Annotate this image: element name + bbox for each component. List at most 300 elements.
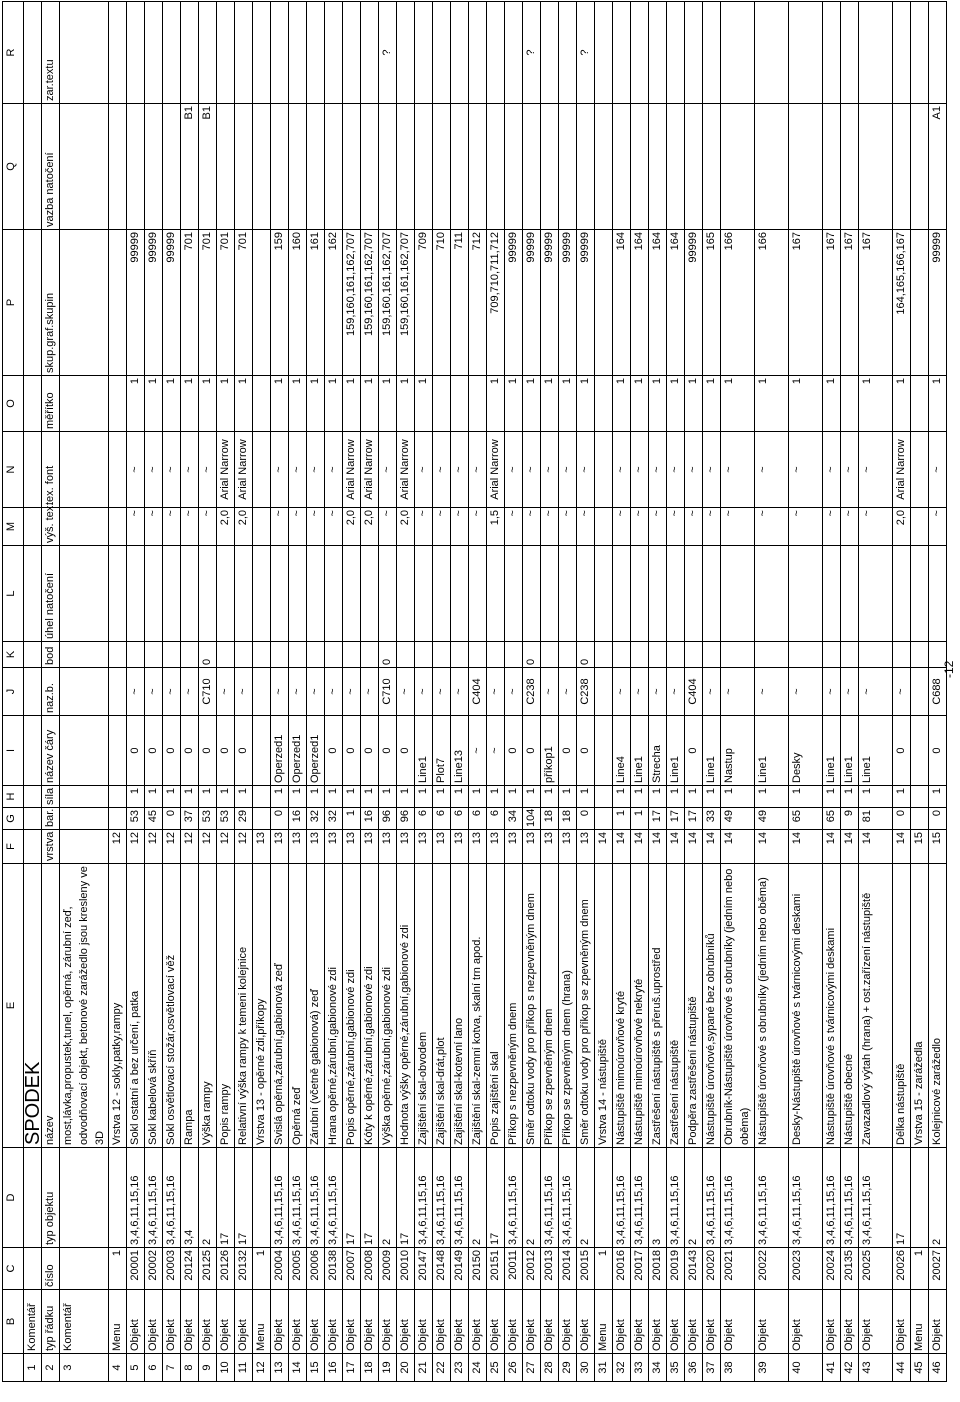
cell-k[interactable] bbox=[433, 642, 451, 668]
cell-c[interactable]: 20148 bbox=[433, 1248, 451, 1290]
cell-m[interactable]: ~ bbox=[577, 508, 595, 546]
cell-b[interactable]: Objekt bbox=[685, 1290, 703, 1354]
cell-d[interactable]: 3,4,6,11,15,16 bbox=[703, 1148, 721, 1248]
cell-d[interactable]: 2 bbox=[929, 1148, 947, 1248]
cell-c[interactable]: 20149 bbox=[451, 1248, 469, 1290]
cell-i[interactable]: 0 bbox=[559, 716, 577, 786]
cell-g[interactable]: 0 bbox=[929, 808, 947, 830]
cell-c[interactable]: 20015 bbox=[577, 1248, 595, 1290]
cell-b[interactable]: Objekt bbox=[755, 1290, 789, 1354]
cell-i[interactable] bbox=[911, 716, 929, 786]
cell-e[interactable]: Kolejnicové zarážedlo bbox=[929, 864, 947, 1148]
cell-f[interactable] bbox=[60, 830, 109, 864]
cell-e[interactable]: Popis zajištění skal bbox=[487, 864, 505, 1148]
cell-o[interactable]: 1 bbox=[397, 376, 415, 432]
cell-d[interactable]: 3,4,6,11,15,16 bbox=[271, 1148, 289, 1248]
cell-f[interactable]: 14 bbox=[631, 830, 649, 864]
cell-h[interactable]: 1 bbox=[667, 786, 685, 808]
column-letter[interactable]: I bbox=[3, 716, 24, 786]
cell-o[interactable]: 1 bbox=[893, 376, 911, 432]
column-letter[interactable]: D bbox=[3, 1148, 24, 1248]
cell-b[interactable]: Objekt bbox=[343, 1290, 361, 1354]
cell-k[interactable] bbox=[469, 642, 487, 668]
cell-m[interactable]: ~ bbox=[721, 508, 755, 546]
cell-b[interactable]: Menu bbox=[109, 1290, 127, 1354]
cell-p[interactable]: 99999 bbox=[523, 230, 541, 376]
cell-h[interactable]: 1 bbox=[541, 786, 559, 808]
cell-e[interactable]: Svislá opěrná,zárubní,gabionová zeď bbox=[271, 864, 289, 1148]
cell-o[interactable]: 1 bbox=[127, 376, 145, 432]
cell-c[interactable]: 20002 bbox=[145, 1248, 163, 1290]
cell-m[interactable] bbox=[60, 508, 109, 546]
cell-c[interactable]: 20009 bbox=[379, 1248, 397, 1290]
cell-nn[interactable]: ~ bbox=[289, 432, 307, 508]
cell-j[interactable] bbox=[253, 668, 271, 716]
cell-g[interactable] bbox=[911, 808, 929, 830]
cell-g[interactable]: 49 bbox=[755, 808, 789, 830]
cell-i[interactable]: ~ bbox=[469, 716, 487, 786]
cell-c[interactable]: 1 bbox=[911, 1248, 929, 1290]
cell-j[interactable]: ~ bbox=[451, 668, 469, 716]
cell-m[interactable]: 2,0 bbox=[361, 508, 379, 546]
cell-l[interactable] bbox=[397, 546, 415, 642]
cell-q[interactable] bbox=[379, 104, 397, 230]
cell-o[interactable]: 1 bbox=[559, 376, 577, 432]
cell-i[interactable]: 0 bbox=[181, 716, 199, 786]
cell-p[interactable]: 162 bbox=[325, 230, 343, 376]
cell-l[interactable] bbox=[541, 546, 559, 642]
cell-f[interactable]: 12 bbox=[199, 830, 217, 864]
cell-e[interactable]: Sokl osvětlovací stožár,osvětlovací věž bbox=[163, 864, 181, 1148]
cell-h[interactable]: 1 bbox=[505, 786, 523, 808]
cell-e[interactable]: Zajištění skal-drát,plot bbox=[433, 864, 451, 1148]
cell-l[interactable] bbox=[631, 546, 649, 642]
cell-f[interactable]: 14 bbox=[859, 830, 893, 864]
cell-d[interactable]: 17 bbox=[235, 1148, 253, 1248]
cell-nn[interactable]: ~ bbox=[541, 432, 559, 508]
cell-r[interactable] bbox=[253, 2, 271, 104]
cell-q[interactable] bbox=[397, 104, 415, 230]
cell-h[interactable] bbox=[60, 786, 109, 808]
cell-r[interactable] bbox=[60, 2, 109, 104]
cell-j[interactable]: ~ bbox=[893, 668, 911, 716]
cell-k[interactable] bbox=[613, 642, 631, 668]
cell-f[interactable]: 13 bbox=[325, 830, 343, 864]
cell-j[interactable]: ~ bbox=[755, 668, 789, 716]
cell-m[interactable]: ~ bbox=[667, 508, 685, 546]
cell-h[interactable]: 1 bbox=[789, 786, 823, 808]
cell-q[interactable]: A1 bbox=[929, 104, 947, 230]
cell-k[interactable] bbox=[721, 642, 755, 668]
cell-g[interactable]: 16 bbox=[289, 808, 307, 830]
cell-l[interactable] bbox=[361, 546, 379, 642]
cell-q[interactable] bbox=[595, 104, 613, 230]
cell-g[interactable]: 17 bbox=[685, 808, 703, 830]
cell-b[interactable]: Objekt bbox=[127, 1290, 145, 1354]
cell-f[interactable]: 12 bbox=[163, 830, 181, 864]
cell-i[interactable]: Line1 bbox=[631, 716, 649, 786]
cell-k[interactable] bbox=[289, 642, 307, 668]
cell-g[interactable]: 1 bbox=[631, 808, 649, 830]
cell-p[interactable]: 160 bbox=[289, 230, 307, 376]
cell-nn[interactable]: ~ bbox=[703, 432, 721, 508]
cell-q[interactable] bbox=[163, 104, 181, 230]
cell-m[interactable]: ~ bbox=[163, 508, 181, 546]
cell-l[interactable] bbox=[789, 546, 823, 642]
cell-f[interactable]: 13 bbox=[397, 830, 415, 864]
cell-p[interactable] bbox=[595, 230, 613, 376]
cell-g[interactable]: 53 bbox=[127, 808, 145, 830]
cell-e[interactable]: Příkop s nezpevněným dnem bbox=[505, 864, 523, 1148]
cell-f[interactable]: 13 bbox=[433, 830, 451, 864]
cell-h[interactable]: 1 bbox=[487, 786, 505, 808]
cell-q[interactable] bbox=[433, 104, 451, 230]
cell-e[interactable]: Nástupiště obecné bbox=[841, 864, 859, 1148]
cell-i[interactable]: Line13 bbox=[451, 716, 469, 786]
cell-i[interactable] bbox=[253, 716, 271, 786]
cell-i[interactable]: 0 bbox=[343, 716, 361, 786]
cell-c[interactable]: 20012 bbox=[523, 1248, 541, 1290]
cell-c[interactable]: 20026 bbox=[893, 1248, 911, 1290]
cell-e[interactable]: Sokl kabelová skříň bbox=[145, 864, 163, 1148]
cell-h[interactable] bbox=[911, 786, 929, 808]
cell-d[interactable]: 3,4,6,11,15,16 bbox=[163, 1148, 181, 1248]
cell-k[interactable] bbox=[595, 642, 613, 668]
cell-nn[interactable] bbox=[253, 432, 271, 508]
cell-m[interactable]: ~ bbox=[823, 508, 841, 546]
cell-b[interactable]: Objekt bbox=[181, 1290, 199, 1354]
cell-l[interactable] bbox=[721, 546, 755, 642]
cell-l[interactable] bbox=[469, 546, 487, 642]
cell-e[interactable]: Nástupiště úrovňové s tvárnicovými deskami bbox=[823, 864, 841, 1148]
cell-o[interactable]: 1 bbox=[361, 376, 379, 432]
cell-e[interactable]: Sokl ostatní a bez určení, patka bbox=[127, 864, 145, 1148]
cell-k[interactable] bbox=[451, 642, 469, 668]
cell-k[interactable] bbox=[649, 642, 667, 668]
cell-b[interactable]: Objekt bbox=[523, 1290, 541, 1354]
cell-j[interactable]: C710 bbox=[199, 668, 217, 716]
cell-f[interactable]: 13 bbox=[361, 830, 379, 864]
cell-p[interactable]: 164,165,166,167 bbox=[893, 230, 911, 376]
cell-nn[interactable]: Arial Narrow bbox=[361, 432, 379, 508]
cell-m[interactable]: ~ bbox=[325, 508, 343, 546]
cell-j[interactable] bbox=[595, 668, 613, 716]
cell-d[interactable]: 3,4,6,11,15,16 bbox=[505, 1148, 523, 1248]
cell-f[interactable]: 13 bbox=[271, 830, 289, 864]
cell-g[interactable]: 49 bbox=[721, 808, 755, 830]
cell-i[interactable]: 0 bbox=[929, 716, 947, 786]
cell-p[interactable]: 99999 bbox=[505, 230, 523, 376]
cell-g[interactable]: 96 bbox=[397, 808, 415, 830]
cell-j[interactable]: ~ bbox=[789, 668, 823, 716]
cell-j[interactable]: ~ bbox=[505, 668, 523, 716]
cell-h[interactable]: 1 bbox=[755, 786, 789, 808]
cell-g[interactable]: 32 bbox=[307, 808, 325, 830]
cell-f[interactable]: 12 bbox=[235, 830, 253, 864]
cell-k[interactable] bbox=[361, 642, 379, 668]
cell-q[interactable] bbox=[487, 104, 505, 230]
cell-q[interactable] bbox=[559, 104, 577, 230]
cell-nn[interactable]: ~ bbox=[469, 432, 487, 508]
cell-p[interactable] bbox=[109, 230, 127, 376]
cell-r[interactable] bbox=[541, 2, 559, 104]
cell-f[interactable]: 13 bbox=[253, 830, 271, 864]
cell-nn[interactable]: ~ bbox=[523, 432, 541, 508]
cell-m[interactable]: ~ bbox=[613, 508, 631, 546]
cell-o[interactable]: 1 bbox=[505, 376, 523, 432]
cell-h[interactable]: 1 bbox=[127, 786, 145, 808]
cell-h[interactable]: 1 bbox=[181, 786, 199, 808]
cell-o[interactable]: 1 bbox=[289, 376, 307, 432]
cell-e[interactable]: Nástupiště úrovňové s obrubníky (jedním nebo oběma) bbox=[755, 864, 789, 1148]
cell-f[interactable]: 13 bbox=[559, 830, 577, 864]
cell-o[interactable]: 1 bbox=[523, 376, 541, 432]
cell-m[interactable]: 2,0 bbox=[893, 508, 911, 546]
cell-d[interactable] bbox=[911, 1148, 929, 1248]
cell-f[interactable]: 12 bbox=[217, 830, 235, 864]
cell-e[interactable]: Rampa bbox=[181, 864, 199, 1148]
cell-l[interactable] bbox=[415, 546, 433, 642]
cell-j[interactable]: C404 bbox=[469, 668, 487, 716]
cell-m[interactable]: 2,0 bbox=[217, 508, 235, 546]
cell-r[interactable] bbox=[631, 2, 649, 104]
cell-f[interactable]: 12 bbox=[181, 830, 199, 864]
cell-p[interactable]: 167 bbox=[823, 230, 841, 376]
cell-f[interactable]: 13 bbox=[379, 830, 397, 864]
cell-d[interactable]: 3,4,6,11,15,16 bbox=[859, 1148, 893, 1248]
cell-o[interactable]: 1 bbox=[343, 376, 361, 432]
cell-i[interactable]: Line1 bbox=[859, 716, 893, 786]
cell-p[interactable]: 701 bbox=[199, 230, 217, 376]
cell-e[interactable]: Popis rampy bbox=[217, 864, 235, 1148]
cell-b[interactable]: Objekt bbox=[397, 1290, 415, 1354]
cell-e[interactable]: Vrstva 12 - sokly,patky,rampy bbox=[109, 864, 127, 1148]
cell-i[interactable]: Line1 bbox=[755, 716, 789, 786]
cell-l[interactable] bbox=[217, 546, 235, 642]
cell-b[interactable]: Objekt bbox=[823, 1290, 841, 1354]
cell-i[interactable]: 0 bbox=[127, 716, 145, 786]
cell-q[interactable] bbox=[289, 104, 307, 230]
cell-c[interactable]: 20147 bbox=[415, 1248, 433, 1290]
cell-m[interactable]: ~ bbox=[541, 508, 559, 546]
cell-nn[interactable]: ~ bbox=[755, 432, 789, 508]
cell-h[interactable]: 1 bbox=[271, 786, 289, 808]
cell-nn[interactable]: ~ bbox=[631, 432, 649, 508]
cell-h[interactable]: 1 bbox=[649, 786, 667, 808]
cell-m[interactable]: ~ bbox=[505, 508, 523, 546]
cell-r[interactable] bbox=[595, 2, 613, 104]
cell-j[interactable]: ~ bbox=[859, 668, 893, 716]
cell-l[interactable] bbox=[613, 546, 631, 642]
cell-h[interactable]: 1 bbox=[577, 786, 595, 808]
cell-b[interactable]: Objekt bbox=[217, 1290, 235, 1354]
cell-d[interactable]: 17 bbox=[487, 1148, 505, 1248]
cell-l[interactable] bbox=[181, 546, 199, 642]
cell-q[interactable] bbox=[217, 104, 235, 230]
cell-i[interactable]: ~ bbox=[487, 716, 505, 786]
cell-e[interactable]: Výška rampy bbox=[199, 864, 217, 1148]
cell-nn[interactable]: ~ bbox=[649, 432, 667, 508]
cell-l[interactable] bbox=[523, 546, 541, 642]
cell-e[interactable]: Směr odtoku vody pro příkop se zpevněným dnem bbox=[577, 864, 595, 1148]
cell-i[interactable]: Line1 bbox=[415, 716, 433, 786]
cell-i[interactable] bbox=[595, 716, 613, 786]
cell-g[interactable]: 34 bbox=[505, 808, 523, 830]
cell-d[interactable]: 17 bbox=[893, 1148, 911, 1248]
cell-j[interactable]: ~ bbox=[235, 668, 253, 716]
cell-j[interactable]: ~ bbox=[487, 668, 505, 716]
cell-b[interactable]: Menu bbox=[911, 1290, 929, 1354]
cell-o[interactable]: 1 bbox=[145, 376, 163, 432]
cell-p[interactable]: 99999 bbox=[163, 230, 181, 376]
cell-d[interactable]: 3,4,6,11,15,16 bbox=[307, 1148, 325, 1248]
cell-j[interactable]: ~ bbox=[361, 668, 379, 716]
cell-h[interactable]: 1 bbox=[235, 786, 253, 808]
cell-g[interactable]: 18 bbox=[559, 808, 577, 830]
cell-c[interactable] bbox=[60, 1248, 109, 1290]
cell-f[interactable]: 12 bbox=[127, 830, 145, 864]
cell-nn[interactable]: ~ bbox=[163, 432, 181, 508]
cell-m[interactable]: ~ bbox=[271, 508, 289, 546]
cell-c[interactable]: 20018 bbox=[649, 1248, 667, 1290]
cell-k[interactable] bbox=[667, 642, 685, 668]
cell-h[interactable]: 1 bbox=[415, 786, 433, 808]
cell-d[interactable]: 2 bbox=[577, 1148, 595, 1248]
cell-f[interactable]: 13 bbox=[469, 830, 487, 864]
cell-c[interactable]: 20010 bbox=[397, 1248, 415, 1290]
cell-m[interactable]: ~ bbox=[451, 508, 469, 546]
cell-p[interactable]: 710 bbox=[433, 230, 451, 376]
cell-r[interactable] bbox=[859, 2, 893, 104]
cell-g[interactable]: 65 bbox=[823, 808, 841, 830]
cell-e[interactable]: Zastřešení nástupiště bbox=[667, 864, 685, 1148]
cell-i[interactable]: 0 bbox=[217, 716, 235, 786]
cell-o[interactable]: 1 bbox=[487, 376, 505, 432]
cell-i[interactable]: Strecha bbox=[649, 716, 667, 786]
cell-d[interactable]: 2 bbox=[199, 1148, 217, 1248]
cell-l[interactable] bbox=[145, 546, 163, 642]
cell-g[interactable]: 45 bbox=[145, 808, 163, 830]
cell-k[interactable] bbox=[505, 642, 523, 668]
cell-d[interactable]: 2 bbox=[685, 1148, 703, 1248]
cell-q[interactable] bbox=[685, 104, 703, 230]
cell-i[interactable]: 0 bbox=[523, 716, 541, 786]
column-letter[interactable]: B bbox=[3, 1290, 24, 1354]
cell-c[interactable]: 20013 bbox=[541, 1248, 559, 1290]
cell-j[interactable]: C238 bbox=[523, 668, 541, 716]
cell-f[interactable]: 13 bbox=[541, 830, 559, 864]
cell-b[interactable]: Objekt bbox=[235, 1290, 253, 1354]
cell-r[interactable] bbox=[721, 2, 755, 104]
cell-d[interactable]: 2 bbox=[523, 1148, 541, 1248]
cell-p[interactable] bbox=[911, 230, 929, 376]
cell-o[interactable]: 1 bbox=[859, 376, 893, 432]
cell-h[interactable]: 1 bbox=[721, 786, 755, 808]
cell-o[interactable]: 1 bbox=[235, 376, 253, 432]
cell-g[interactable] bbox=[253, 808, 271, 830]
cell-d[interactable]: 3 bbox=[649, 1148, 667, 1248]
cell-l[interactable] bbox=[235, 546, 253, 642]
cell-r[interactable] bbox=[823, 2, 841, 104]
cell-f[interactable]: 13 bbox=[289, 830, 307, 864]
cell-q[interactable] bbox=[789, 104, 823, 230]
cell-g[interactable] bbox=[595, 808, 613, 830]
cell-k[interactable] bbox=[60, 642, 109, 668]
column-letter[interactable]: G bbox=[3, 808, 24, 830]
cell-b[interactable]: Objekt bbox=[841, 1290, 859, 1354]
cell-i[interactable]: 0 bbox=[397, 716, 415, 786]
cell-r[interactable] bbox=[487, 2, 505, 104]
cell-k[interactable] bbox=[307, 642, 325, 668]
cell-h[interactable]: 1 bbox=[307, 786, 325, 808]
cell-i[interactable]: 0 bbox=[361, 716, 379, 786]
cell-h[interactable]: 1 bbox=[289, 786, 307, 808]
cell-p[interactable]: 712 bbox=[469, 230, 487, 376]
cell-r[interactable] bbox=[361, 2, 379, 104]
cell-c[interactable]: 20016 bbox=[613, 1248, 631, 1290]
cell-r[interactable] bbox=[667, 2, 685, 104]
column-letter[interactable]: M bbox=[3, 508, 24, 546]
cell-j[interactable]: ~ bbox=[841, 668, 859, 716]
cell-g[interactable]: 32 bbox=[325, 808, 343, 830]
cell-b[interactable]: Objekt bbox=[415, 1290, 433, 1354]
cell-m[interactable]: ~ bbox=[307, 508, 325, 546]
cell-d[interactable]: 2 bbox=[469, 1148, 487, 1248]
cell-l[interactable] bbox=[271, 546, 289, 642]
cell-h[interactable]: 1 bbox=[451, 786, 469, 808]
cell-p[interactable]: 709,710,711,712 bbox=[487, 230, 505, 376]
cell-p[interactable]: 99999 bbox=[929, 230, 947, 376]
cell-f[interactable]: 14 bbox=[721, 830, 755, 864]
cell-l[interactable] bbox=[667, 546, 685, 642]
cell-h[interactable]: 1 bbox=[217, 786, 235, 808]
cell-e[interactable]: Podpěra zastřešení nástupiště bbox=[685, 864, 703, 1148]
cell-l[interactable] bbox=[595, 546, 613, 642]
cell-nn[interactable] bbox=[595, 432, 613, 508]
cell-o[interactable]: 1 bbox=[667, 376, 685, 432]
cell-l[interactable] bbox=[559, 546, 577, 642]
cell-nn[interactable]: ~ bbox=[415, 432, 433, 508]
cell-k[interactable]: 0 bbox=[577, 642, 595, 668]
cell-m[interactable]: ~ bbox=[789, 508, 823, 546]
cell-c[interactable]: 20024 bbox=[823, 1248, 841, 1290]
cell-b[interactable]: Objekt bbox=[893, 1290, 911, 1354]
cell-d[interactable]: 3,4,6,11,15,16 bbox=[415, 1148, 433, 1248]
cell-g[interactable]: 17 bbox=[649, 808, 667, 830]
cell-e[interactable]: Vrstva 14 - nástupiště bbox=[595, 864, 613, 1148]
cell-d[interactable]: 3,4,6,11,15,16 bbox=[145, 1148, 163, 1248]
cell-g[interactable]: 0 bbox=[577, 808, 595, 830]
cell-nn[interactable]: ~ bbox=[145, 432, 163, 508]
cell-d[interactable]: 3,4,6,11,15,16 bbox=[823, 1148, 841, 1248]
cell-e[interactable]: Hrana opěrné,zárubní,gabionové zdi bbox=[325, 864, 343, 1148]
cell-h[interactable]: 1 bbox=[397, 786, 415, 808]
cell-o[interactable]: 1 bbox=[379, 376, 397, 432]
cell-l[interactable] bbox=[253, 546, 271, 642]
cell-nn[interactable]: ~ bbox=[789, 432, 823, 508]
cell-q[interactable]: B1 bbox=[181, 104, 199, 230]
cell-q[interactable] bbox=[469, 104, 487, 230]
cell-h[interactable]: 1 bbox=[929, 786, 947, 808]
cell-l[interactable] bbox=[451, 546, 469, 642]
cell-i[interactable]: Line1 bbox=[703, 716, 721, 786]
cell-o[interactable] bbox=[911, 376, 929, 432]
cell-m[interactable]: ~ bbox=[929, 508, 947, 546]
cell-g[interactable]: 53 bbox=[199, 808, 217, 830]
cell-l[interactable] bbox=[487, 546, 505, 642]
cell-i[interactable]: Plot7 bbox=[433, 716, 451, 786]
cell-k[interactable]: 0 bbox=[523, 642, 541, 668]
